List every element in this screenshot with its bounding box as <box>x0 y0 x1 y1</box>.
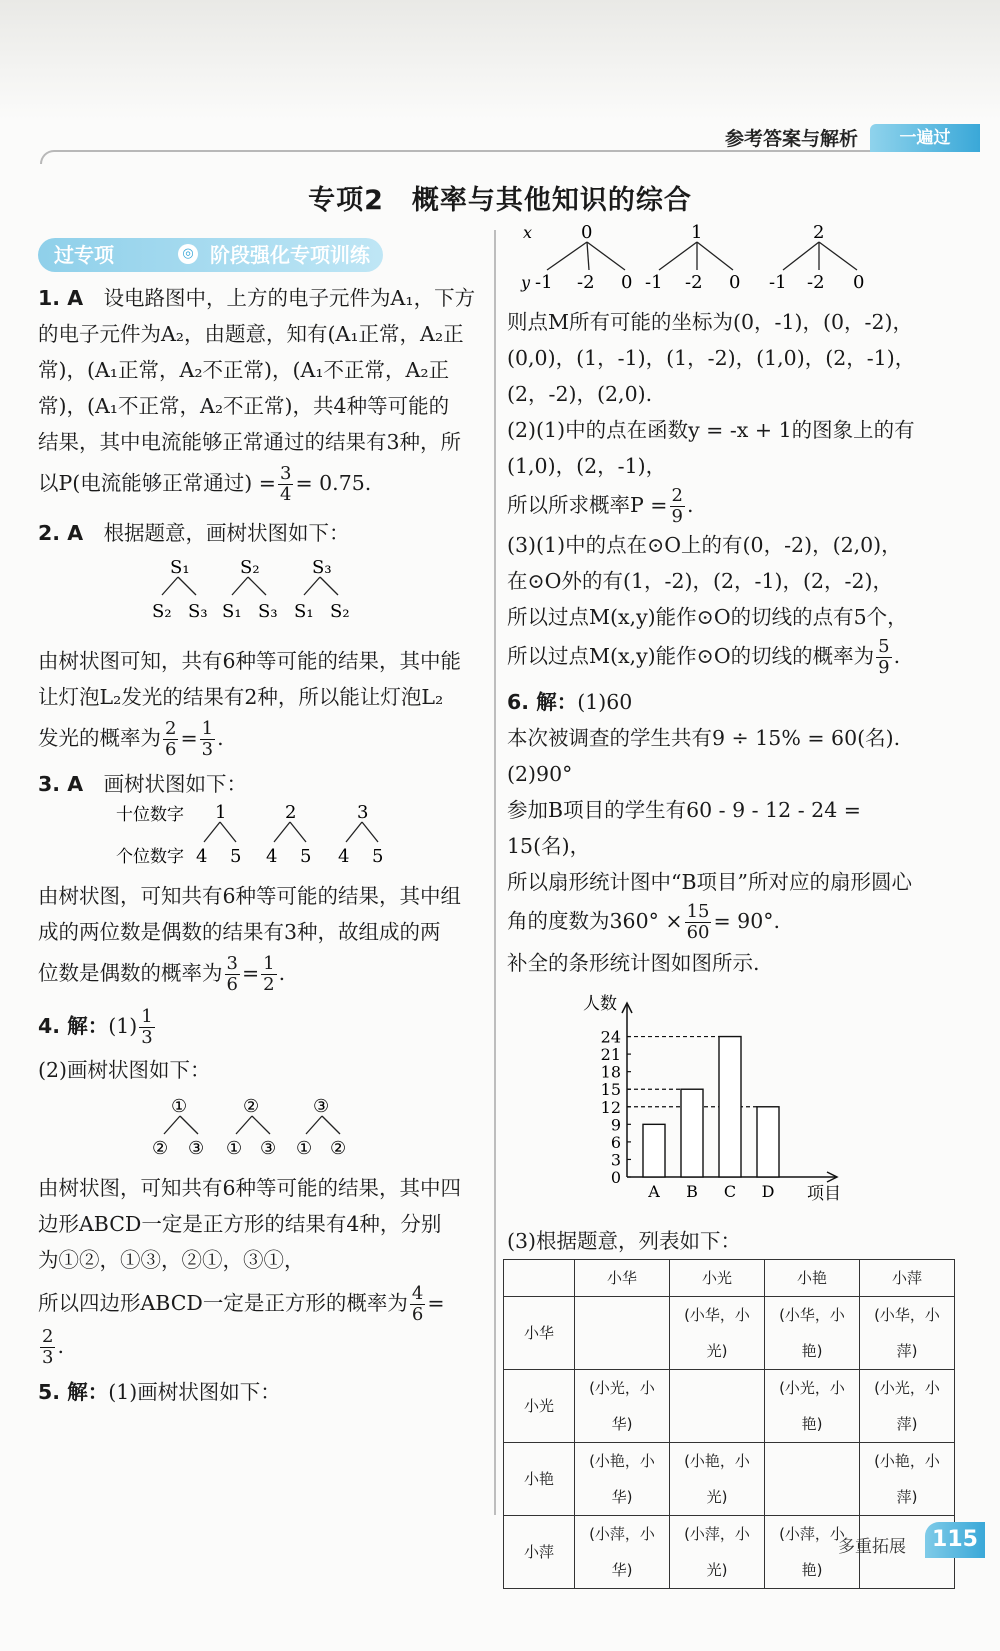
q5-text-6: 所以所求概率P = <box>507 493 668 517</box>
q4-frac1-num: 4 <box>411 1283 424 1304</box>
q4-tree-leaf: ③ <box>260 1138 277 1159</box>
q5-prob-num: 2 <box>671 485 683 506</box>
table-cell: (小萍，小艳) <box>765 1516 860 1589</box>
q4-line-6 <box>38 1327 488 1368</box>
q6-part1: (1)60 <box>577 690 633 714</box>
q1-line-4: 常)，(A₁不正常，A₂不正常)，共4种等可能的 <box>38 394 450 418</box>
q5-tree-diagram <box>507 222 967 300</box>
table-cell: (小艳，小光) <box>670 1443 765 1516</box>
q2-line-3 <box>38 719 488 760</box>
chart-y-tick-label: 0 <box>610 1168 621 1187</box>
q5-line-4: (2)(1)中的点在函数y = -x + 1的图象上的有 <box>507 418 915 442</box>
q2-tree-root: S₁ <box>170 557 190 578</box>
table-cell: 小萍 <box>504 1516 575 1589</box>
q5-line-lead <box>38 1374 488 1410</box>
q3-tree-diagram <box>38 802 488 872</box>
q3-tree-leaf: 5 <box>372 846 384 867</box>
q2-line-2: 让灯泡L₂发光的结果有2种，所以能让灯泡L₂ <box>38 685 444 709</box>
q4-frac1-den: 6 <box>411 1304 424 1325</box>
q3-tree-root: 1 <box>215 802 227 823</box>
chart-x-axis-label: 项目 <box>807 1184 841 1204</box>
table-header-row <box>504 1260 955 1297</box>
chart-y-tick-label: 18 <box>600 1062 621 1082</box>
q4-fraction-2 <box>40 1327 55 1368</box>
q5-tree-leaf: -2 <box>807 272 825 293</box>
q2-line-1: 由树状图可知，共有6种等可能的结果，其中能 <box>38 649 462 673</box>
page-number: 115 <box>925 1522 985 1558</box>
q1-line-5: 结果，其中电流能够正常通过的结果有3种，所 <box>38 430 462 454</box>
q3-frac2-num: 1 <box>263 953 275 974</box>
q3-line-1: 由树状图，可知共有6种等可能的结果，其中组 <box>38 884 462 908</box>
q3-text-3: 位数是偶数的概率为 <box>38 961 223 985</box>
bar-chart <box>507 985 967 1215</box>
q6-frac-den: 60 <box>686 922 710 943</box>
chart-y-tick-label: 6 <box>610 1132 621 1152</box>
q4-tree-root: ① <box>171 1096 188 1117</box>
table-header-cell <box>504 1260 575 1297</box>
q5-tree-leaf: -1 <box>769 272 787 293</box>
chart-y-tick-label: 12 <box>600 1097 621 1117</box>
table-cell <box>765 1443 860 1516</box>
chart-y-tick-label: 24 <box>600 1027 621 1047</box>
q2-period: . <box>217 726 224 750</box>
q4-line-2: 由树状图，可知共有6种等可能的结果，其中四 <box>38 1176 462 1200</box>
chart-x-tick-label: C <box>723 1182 737 1201</box>
q3-frac2-den: 2 <box>263 974 275 995</box>
q3-line-2: 成的两位数是偶数的结果有3种，故组成的两 <box>38 920 441 944</box>
q3-tree-leaf: 5 <box>300 846 312 867</box>
banner-left-label: 过专项 <box>54 243 114 267</box>
q5-line-10 <box>507 637 967 678</box>
q1-text-6: 以P(电流能够正常通过) = <box>38 471 276 495</box>
q4-frac2-num: 2 <box>42 1326 54 1347</box>
q3-line-3 <box>38 954 488 995</box>
q4-line-5 <box>38 1284 488 1325</box>
q5-number: 5. 解： <box>38 1380 109 1404</box>
q5-tree-leaf: -1 <box>645 272 663 293</box>
table-cell: 小艳 <box>504 1443 575 1516</box>
chart-x-tick-label: D <box>761 1182 775 1201</box>
q5-tree-y-label: y <box>521 273 531 292</box>
q5-tangent-den: 9 <box>878 657 890 678</box>
q2-frac2-den: 3 <box>201 739 214 760</box>
q4-part2-lead: (2)画树状图如下： <box>38 1058 211 1082</box>
chart-y-axis-label: 人数 <box>583 994 617 1014</box>
q5-tree-root: 2 <box>813 222 825 243</box>
q4-period: . <box>57 1334 64 1358</box>
header-rule <box>40 150 872 164</box>
q6-fraction <box>685 902 712 943</box>
q2-tree-diagram <box>38 557 488 637</box>
q5-tangent-fraction <box>876 637 891 678</box>
q3-period: . <box>278 961 286 985</box>
q1-frac-den: 4 <box>279 484 292 505</box>
q4-part1-label: (1) <box>108 1014 138 1038</box>
q4-fraction-1 <box>410 1284 425 1325</box>
q2-tree-leaf: S₃ <box>258 601 278 622</box>
q2-tree-leaf: S₁ <box>294 601 314 622</box>
table-row <box>504 1370 955 1443</box>
q1-frac-num: 3 <box>279 463 292 484</box>
q2-frac2-num: 1 <box>201 718 214 739</box>
q4-tree-diagram <box>38 1094 488 1164</box>
q2-equals: = <box>180 726 198 750</box>
table-cell: (小艳，小华) <box>575 1443 670 1516</box>
q4-tree-root: ③ <box>313 1096 330 1117</box>
q1-fraction <box>278 464 293 505</box>
chart-y-tick-label: 3 <box>610 1150 621 1170</box>
q5-period-1: . <box>686 493 694 517</box>
q3-lead-text: 画树状图如下： <box>103 772 248 796</box>
q3-equals: = <box>241 961 260 985</box>
header-brand-logo: 一遍过 <box>870 124 980 152</box>
table-cell: 小华 <box>504 1297 575 1370</box>
q3-line-lead <box>38 766 488 802</box>
q3-tree-row2-label: 个位数字 <box>116 847 184 867</box>
q4-p1-den: 3 <box>141 1027 153 1048</box>
table-cell: (小华，小光) <box>670 1297 765 1370</box>
q2-tree-leaf: S₂ <box>152 601 172 622</box>
q2-tree-leaf: S₃ <box>188 601 208 622</box>
q5-tree-leaf: 0 <box>853 272 865 293</box>
q3-tree-leaf: 5 <box>230 846 242 867</box>
q4-tree-leaf: ② <box>330 1138 347 1159</box>
q2-tree-root: S₃ <box>312 557 332 578</box>
q5-text-10: 所以过点M(x,y)能作⊙O的切线的概率为 <box>507 644 875 668</box>
q2-tree-leaf: S₂ <box>330 601 350 622</box>
q3-tree-leaf: 4 <box>266 846 278 867</box>
q4-tree-leaf: ① <box>296 1138 313 1159</box>
q2-frac1-den: 6 <box>165 739 177 760</box>
q3-tree-leaf: 4 <box>196 846 208 867</box>
target-icon: ◎ <box>178 244 198 264</box>
q4-tree-leaf: ① <box>226 1138 243 1159</box>
banner-right-label: 阶段强化专项训练 <box>210 243 370 267</box>
q5-line-6 <box>507 486 967 527</box>
q5-line-3: (2，-2)，(2,0). <box>507 382 653 406</box>
chart-bar <box>719 1037 741 1177</box>
q5-prob-fraction <box>670 486 685 527</box>
q2-frac1-num: 2 <box>165 718 177 739</box>
q2-lead-text: 根据题意，画树状图如下： <box>103 521 350 545</box>
q6-text-7b: = 90°. <box>713 909 781 933</box>
table-cell: (小艳，小萍) <box>860 1443 955 1516</box>
q4-frac2-den: 3 <box>42 1347 54 1368</box>
q4-tree-root: ② <box>243 1096 260 1117</box>
q4-line-4: 为①②，①③，②①，③①， <box>38 1248 305 1272</box>
chart-bar <box>643 1124 665 1177</box>
left-column <box>38 280 488 1410</box>
q4-p1-num: 1 <box>141 1006 153 1027</box>
q1-text-1: 设电路图中，上方的电子元件为A₁，下方 <box>103 286 476 310</box>
q4-line-1 <box>38 1007 488 1048</box>
q6-number: 6. 解： <box>507 690 578 714</box>
section-banner <box>38 238 383 272</box>
q2-tree-leaf: S₁ <box>222 601 242 622</box>
q6-line-1 <box>507 684 967 720</box>
q1-line-1 <box>38 280 488 316</box>
q6-line-5: 15(名)， <box>507 834 591 858</box>
q4-tree-leaf: ② <box>152 1138 169 1159</box>
q6-text-7: 角的度数为360° × <box>507 909 683 933</box>
q5-tangent-num: 5 <box>878 636 890 657</box>
q2-number: 2. A <box>38 521 84 545</box>
q5-tree-leaf: 0 <box>621 272 633 293</box>
table-cell: (小萍，小光) <box>670 1516 765 1589</box>
q4-part1-fraction <box>139 1007 154 1048</box>
q5-prob-den: 9 <box>671 506 683 527</box>
table-cell <box>670 1370 765 1443</box>
q2-tree-root: S₂ <box>240 557 260 578</box>
q6-part3-lead: (3)根据题意，列表如下： <box>507 1229 742 1253</box>
q5-line-2: (0,0)，(1，-1)，(1，-2)，(1,0)，(2，-1)， <box>507 346 916 370</box>
q3-fraction-2 <box>261 954 276 995</box>
table-cell <box>575 1297 670 1370</box>
q1-number: 1. A <box>38 286 84 310</box>
q2-line-lead <box>38 515 488 551</box>
q5-tree-root: 0 <box>581 222 593 243</box>
q3-tree-leaf: 4 <box>338 846 350 867</box>
top-shade <box>0 0 1000 120</box>
q2-fraction-2 <box>200 719 215 760</box>
q5-line-5: (1,0)，(2，-1)， <box>507 454 667 478</box>
q4-text-5: 所以四边形ABCD一定是正方形的概率为 <box>38 1291 408 1315</box>
q4-line-3: 边形ABCD一定是正方形的结果有4种，分别 <box>38 1212 442 1236</box>
q4-equals: = <box>427 1291 445 1315</box>
q1-line-3: 常)，(A₁正常，A₂不正常)，(A₁不正常，A₂正 <box>38 358 450 382</box>
table-cell: (小华，小艳) <box>765 1297 860 1370</box>
q5-tree-leaf: -2 <box>577 272 595 293</box>
table-cell: (小光，小艳) <box>765 1370 860 1443</box>
q3-number: 3. A <box>38 772 84 796</box>
chart-bar <box>681 1089 703 1177</box>
table-row <box>504 1297 955 1370</box>
right-column <box>507 304 967 1589</box>
q5-line-1: 则点M所有可能的坐标为(0，-1)，(0，-2)， <box>507 310 914 334</box>
table-header-cell: 小光 <box>670 1260 765 1297</box>
q1-line-2: 的电子元件为A₂，由题意，知有(A₁正常，A₂正 <box>38 322 464 346</box>
q3-tree-root: 2 <box>285 802 297 823</box>
table-cell: (小光，小萍) <box>860 1370 955 1443</box>
table-cell: 小光 <box>504 1370 575 1443</box>
table-header-cell: 小萍 <box>860 1260 955 1297</box>
header-label: 参考答案与解析 <box>725 129 859 150</box>
q4-tree-leaf: ③ <box>188 1138 205 1159</box>
chart-x-tick-label: B <box>686 1182 698 1201</box>
q5-line-7: (3)(1)中的点在⊙O上的有(0，-2)，(2,0)， <box>507 533 902 557</box>
q3-tree-row1-label: 十位数字 <box>116 805 184 825</box>
table-cell: (小萍，小华) <box>575 1516 670 1589</box>
q3-frac1-num: 3 <box>226 953 238 974</box>
page-title: 专项2 概率与其他知识的综合 <box>308 185 692 216</box>
q5-tree-x-label: x <box>523 223 533 242</box>
q1-line-6 <box>38 464 488 505</box>
footer-label: 多重拓展 <box>838 1537 906 1557</box>
chart-y-tick-label: 21 <box>600 1045 621 1065</box>
q3-tree-root: 3 <box>357 802 369 823</box>
q4-number: 4. 解： <box>38 1014 109 1038</box>
table-header-cell: 小艳 <box>765 1260 860 1297</box>
q3-frac1-den: 6 <box>226 974 238 995</box>
q6-line-6: 所以扇形统计图中“B项目”所对应的扇形圆心 <box>507 870 913 894</box>
chart-x-tick-label: A <box>648 1182 660 1201</box>
q3-fraction-1 <box>225 954 240 995</box>
chart-bar <box>757 1107 779 1177</box>
q6-line-3: (2)90° <box>507 762 573 786</box>
q5-lead-text: (1)画树状图如下： <box>108 1380 281 1404</box>
q2-text-3: 发光的概率为 <box>38 726 161 750</box>
q5-period-2: . <box>893 644 901 668</box>
chart-y-tick-label: 9 <box>610 1115 621 1135</box>
q1-text-6b: = 0.75. <box>295 471 372 495</box>
q6-line-8: 补全的条形统计图如图所示. <box>507 951 760 975</box>
q5-tree-leaf: -1 <box>535 272 553 293</box>
q5-line-8: 在⊙O外的有(1，-2)，(2，-1)，(2，-2)， <box>507 569 894 593</box>
table-cell: (小华，小萍) <box>860 1297 955 1370</box>
q6-line-2: 本次被调查的学生共有9 ÷ 15% = 60(名). <box>507 726 901 750</box>
table-header-cell: 小华 <box>575 1260 670 1297</box>
table-cell: (小光，小华) <box>575 1370 670 1443</box>
q5-line-9: 所以过点M(x,y)能作⊙O的切线的点有5个， <box>507 605 908 629</box>
q5-tree-leaf: 0 <box>729 272 741 293</box>
q6-line-4: 参加B项目的学生有60 - 9 - 12 - 24 = <box>507 798 861 822</box>
table-row <box>504 1443 955 1516</box>
q2-fraction-1 <box>163 719 178 760</box>
q6-frac-num: 15 <box>686 901 710 922</box>
q6-line-7 <box>507 902 967 943</box>
q5-tree-leaf: -2 <box>685 272 703 293</box>
column-divider <box>494 230 496 1515</box>
chart-y-tick-label: 15 <box>600 1080 621 1100</box>
q5-tree-root: 1 <box>691 222 703 243</box>
